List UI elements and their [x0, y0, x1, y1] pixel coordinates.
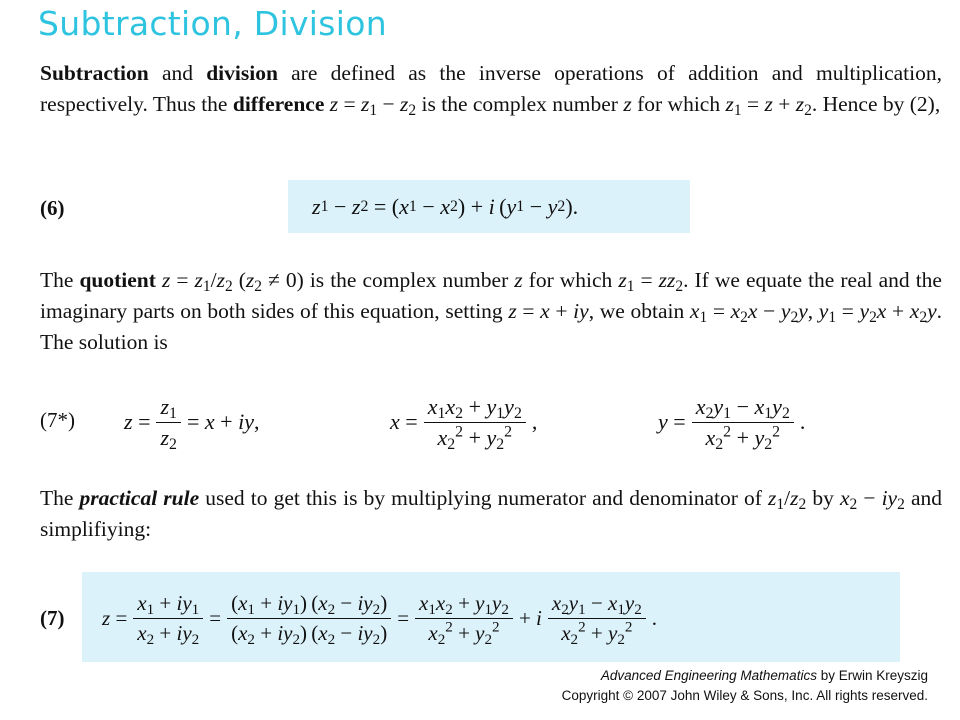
equation-7-star-x: x = $\frac{x_1x_2 + y_1y_2}{x_2^2 + y_2^2}$ , [390, 393, 538, 453]
term-practical-rule: practical rule [79, 486, 200, 510]
term-difference: difference [232, 92, 325, 116]
footer-copyright: Copyright © 2007 John Wiley & Sons, Inc. All rights reserved. [561, 688, 928, 703]
term-quotient: quotient [79, 268, 156, 292]
slide-title: Subtraction, Division [38, 4, 387, 43]
equation-7: z = $\frac{x_1 + iy_1}{x_2 + iy_2}$ = $\frac{(x_1 + iy_1) (x_2 - iy_2)}{(x_2 + iy_2) (x_2 - iy_2)}$ = $\frac{x_1x_2 + y_1y_2}{x_2^2 + y_2^2}$ + i $\frac{x_2y_1 - x_1y_2}{x_2^2 + y_2^2}$ . [102, 590, 658, 648]
paragraph-quotient: The quotient $z = z_1/z_2$ $(z_2 \ne 0)$ is the complex number z for which $z_1 = zz_2$. If we equate the real and the imaginary parts on both sides of this equation, setting z = x + iy, we obtain $x_1 = x_2x - y_2y$, $y_1 = y_2x + x_2y$. The solution is [40, 268, 942, 354]
formula-difference: z [329, 92, 339, 116]
equation-label-7-star: (7*) [40, 408, 75, 432]
paragraph-subtraction-division: Subtraction and division are defined as the inverse operations of addition and multiplication, respectively. Thus the difference $z = z_1 - z_2$ is the complex number z for which $z_1 = z + z_2$. Hence by (2), [40, 61, 943, 119]
term-division: division [206, 61, 278, 85]
paragraph-practical-rule: The practical rule used to get this is by multiplying numerator and denominator of $z_1/z_2$ by $x_2 - iy_2$ and simplifiying: [40, 486, 942, 541]
term-subtraction: Subtraction [40, 61, 149, 85]
equation-7-star-z: z = $\frac{z_1}{z_2}$ = x + iy , [124, 393, 260, 453]
equation-7-star-y: y = $\frac{x_2y_1 - x_1y_2}{x_2^2 + y_2^2}$ . [658, 393, 806, 453]
footer-source [601, 668, 928, 683]
equation-6: z 1 − z 2 = ( x 1 − x 2 ) + i ( y 1 − y 2 ). [312, 194, 579, 219]
equation-label-6: (6) [40, 196, 65, 220]
equation-label-7: (7) [40, 606, 65, 630]
formula-sum: z [725, 92, 734, 116]
book-title: Advanced Engineering Mathematics [600, 668, 817, 683]
book-author: by Erwin Kreyszig [816, 668, 928, 683]
